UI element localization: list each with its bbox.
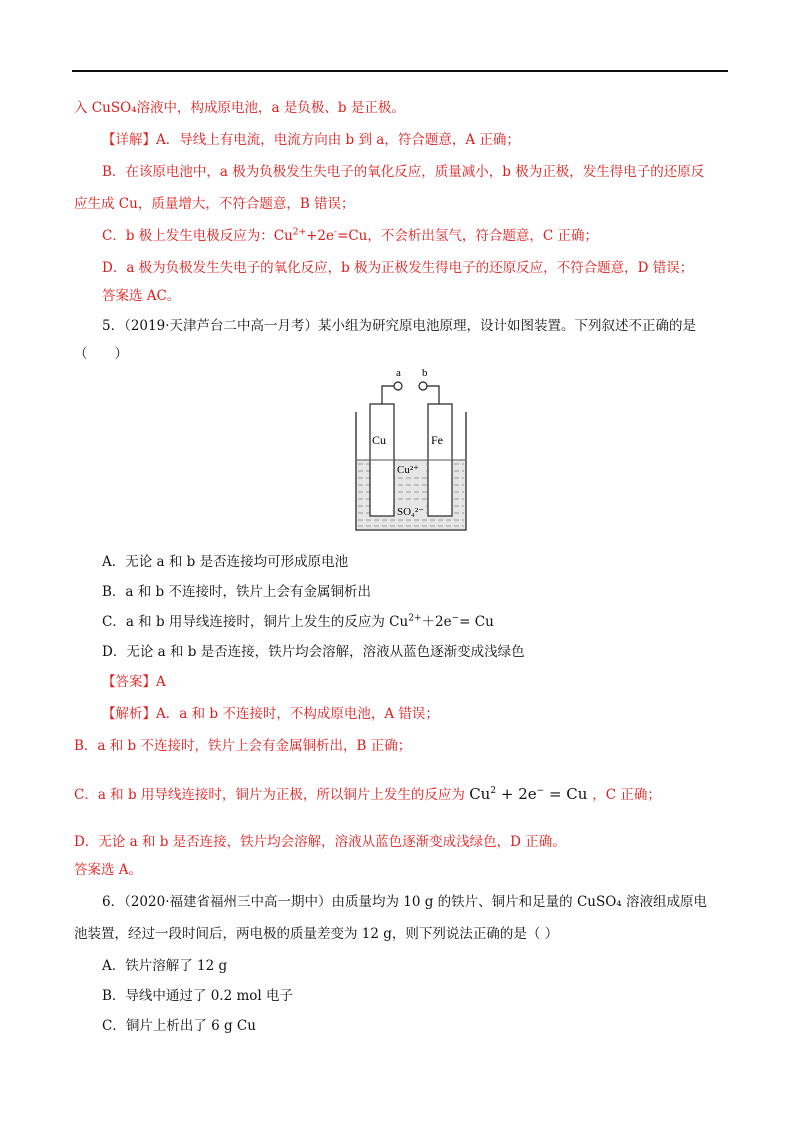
analysis-d: D．无论 a 和 b 是否连接，铁片均会溶解，溶液从蓝色逐渐变成浅绿色，D 正确。: [74, 834, 566, 850]
question-5-bracket: （ ）: [74, 346, 128, 362]
text-line: 应生成 Cu，质量增大，不符合题意，B 错误；: [74, 196, 355, 212]
electrode-cu-label: Cu: [372, 433, 387, 447]
terminal-a-circle: [394, 382, 402, 390]
text-line: B．在该原电池中，a 极为负极发生失电子的氧化反应，质量减小，b 极为正极，发生得电子的还原反: [102, 164, 705, 180]
question-6: 6．（2020·福建省福州三中高一期中）由质量均为 10 g 的铁片、铜片和足量的 CuSO₄ 溶液组成原电: [102, 894, 708, 910]
superscript: -: [333, 227, 338, 238]
text-span: +2e: [306, 228, 334, 244]
text-line: 答案选 AC。: [102, 288, 181, 304]
superscript: 2+: [292, 227, 307, 238]
text-span: = Cu: [459, 614, 494, 630]
text-line: D．a 极为负极发生失电子的氧化反应，b 极为正极发生得电子的还原反应，不符合题意，D 错误；: [102, 260, 694, 276]
q6-option-b: B．导线中通过了 0.2 mol 电子: [102, 988, 294, 1004]
terminal-b-label: b: [422, 367, 428, 379]
option-b: B．a 和 b 不连接时，铁片上会有金属铜析出: [102, 584, 371, 600]
terminal-a-label: a: [396, 367, 401, 379]
answer: 【答案】A: [102, 674, 166, 690]
formula: [469, 785, 592, 803]
text-span: =Cu，不会析出氢气，符合题意，C 正确；: [337, 228, 598, 244]
terminal-b-circle: [419, 382, 427, 390]
superscript: −: [451, 613, 460, 624]
text-line: 【详解】A．导线上有电流，电流方向由 b 到 a，符合题意，A 正确；: [102, 132, 520, 148]
formula-part: Cu: [469, 785, 491, 803]
formula-part: + 2e: [500, 785, 537, 803]
question-6-cont: 池装置，经过一段时间后，两电极的质量差变为 12 g，则下列说法正确的是（ ）: [74, 926, 559, 942]
superscript: −: [536, 786, 545, 796]
analysis-b: B．a 和 b 不连接时，铁片上会有金属铜析出，B 正确；: [74, 738, 412, 754]
analysis-a: 【解析】A．a 和 b 不连接时，不构成原电池，A 错误；: [102, 706, 439, 722]
ion-cu-label: Cu²⁺: [397, 464, 419, 476]
electrode-fe-label: Fe: [431, 433, 443, 447]
text-span: C．a 和 b 用导线连接时，铜片上发生的反应为 Cu: [102, 614, 409, 630]
text-line: 入 CuSO₄溶液中，构成原电池，a 是负极、b 是正极。: [74, 100, 405, 116]
text-span: ＋2e: [421, 614, 452, 630]
text-span: ，C 正确；: [592, 787, 661, 803]
analysis-c: [74, 784, 661, 805]
q6-option-c: C．铜片上析出了 6 g Cu: [102, 1018, 256, 1034]
q6-option-a: A．铁片溶解了 12 g: [102, 958, 228, 974]
header-rule: [72, 70, 728, 72]
text-line: [102, 226, 598, 246]
option-a: A．无论 a 和 b 是否连接均可形成原电池: [102, 554, 349, 570]
superscript: 2: [490, 786, 497, 796]
formula-part: = Cu: [548, 785, 588, 803]
answer-selection: 答案选 A。: [74, 862, 143, 878]
galvanic-cell-diagram: [352, 364, 470, 534]
superscript: 2+: [408, 613, 422, 624]
question-5: 5．（2019·天津芦台二中高一月考）某小组为研究原电池原理，设计如图装置。下列叙述不正确的是: [102, 318, 696, 334]
ion-so4-label: SO₄²⁻: [397, 506, 425, 518]
option-d: D．无论 a 和 b 是否连接，铁片均会溶解，溶液从蓝色逐渐变成浅绿色: [102, 644, 525, 660]
option-c: [102, 612, 494, 632]
text-span: C．a 和 b 用导线连接时，铜片为正极，所以铜片上发生的反应为: [74, 787, 465, 803]
text-span: C．b 极上发生电极反应为：Cu: [102, 228, 293, 244]
